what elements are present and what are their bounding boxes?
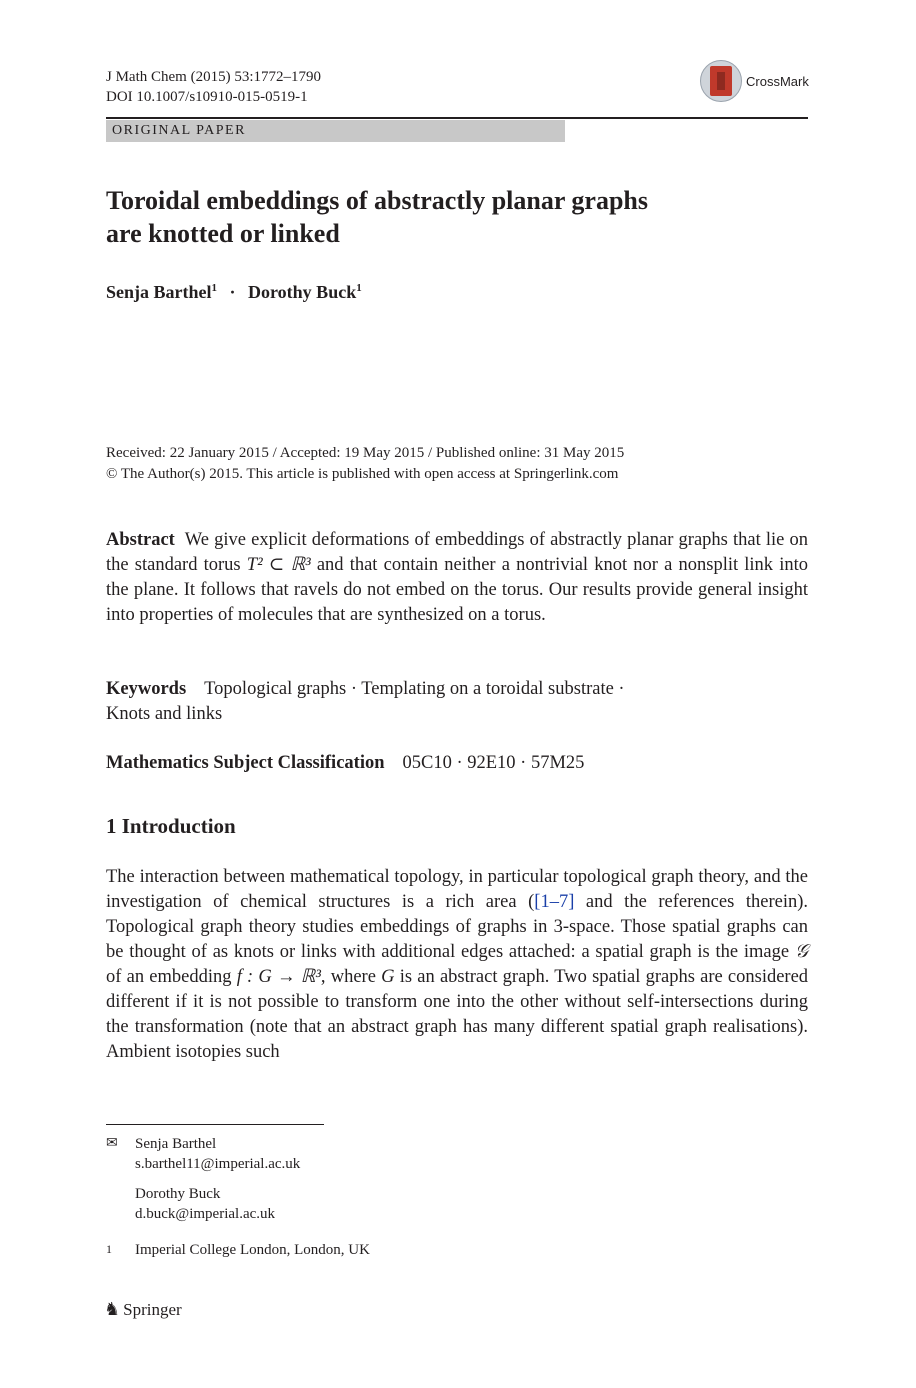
intro-math: 𝒢: [794, 942, 808, 962]
title-line-1: Toroidal embeddings of abstractly planar graphs: [106, 186, 649, 215]
intro-math: f : G → ℝ³: [236, 967, 321, 987]
author-list: [106, 282, 362, 303]
contact-name: Senja Barthel: [135, 1136, 217, 1152]
publication-dates: [106, 443, 624, 485]
publisher-logo: [104, 1299, 182, 1320]
intro-text: of an embedding: [106, 967, 232, 987]
intro-text: and the references therein). Topological graph theory studies embeddings of graphs in 3-space. Those spatial graphs can be thought of as knots or links with additional edges attached: a spatial graph is the image: [106, 892, 809, 962]
author-separator: ·: [229, 282, 236, 302]
intro-paragraph: [106, 865, 808, 1065]
title-line-2: are knotted or linked: [106, 219, 340, 248]
crossmark-icon: [700, 60, 742, 102]
publisher-name: Springer: [123, 1299, 182, 1319]
author-affil-sup: 1: [356, 282, 362, 294]
section-heading: 1 Introduction: [106, 814, 236, 838]
crossmark-label: CrossMark: [746, 73, 809, 89]
doi[interactable]: DOI 10.1007/s10910-015-0519-1: [106, 89, 308, 105]
envelope-icon: ✉: [106, 1136, 118, 1151]
affiliation-number: 1: [106, 1242, 112, 1256]
contact-name: Dorothy Buck: [135, 1186, 221, 1202]
msc-codes: 05C10 · 92E10 · 57M25: [402, 753, 585, 773]
author-name: Dorothy Buck: [248, 282, 357, 302]
received-accepted-line: Received: 22 January 2015 / Accepted: 19 May 2015 / Published online: 31 May 2015: [106, 445, 625, 461]
author-affil-sup: 1: [211, 282, 217, 294]
affiliation: [106, 1242, 370, 1259]
abstract-text: We give explicit deformations of embeddings of abstractly planar graphs that lie on the standard torus: [106, 530, 808, 575]
journal-info: [106, 67, 321, 107]
contact-email[interactable]: d.buck@imperial.ac.uk: [135, 1206, 276, 1222]
keywords-line-2: Knots and links: [106, 704, 223, 724]
abstract-text: and that contain neither a nontrivial knot nor a nonsplit link into the plane. It follows that ravels do not embed on the torus. Our results provide general insight into properties of molecules that are synthesized on a torus.: [106, 555, 808, 625]
abstract-label: Abstract: [106, 530, 175, 550]
abstract-math: T² ⊂ ℝ³: [246, 555, 311, 575]
intro-text: is an abstract graph. Two spatial graphs are considered different if it is not possible to transform one into the other without self-intersections during the transformation (note that an abstract graph has many different spatial graph realisations). Ambient isotopies such: [106, 967, 809, 1062]
msc-classification: [106, 751, 584, 776]
copyright-line: © The Author(s) 2015. This article is published with open access at Springerlink.com: [106, 466, 619, 482]
keywords-line-1: Topological graphs · Templating on a toroidal substrate ·: [204, 679, 625, 699]
keywords: [106, 677, 808, 727]
citation-link[interactable]: [1–7]: [534, 892, 575, 912]
crossmark-badge[interactable]: [700, 60, 809, 102]
abstract: [106, 528, 808, 628]
springer-horse-icon: ♞: [104, 1299, 121, 1319]
contact-email[interactable]: s.barthel11@imperial.ac.uk: [135, 1156, 301, 1172]
msc-label: Mathematics Subject Classification: [106, 753, 385, 773]
intro-math: G: [381, 967, 395, 987]
journal-citation: J Math Chem (2015) 53:1772–1790: [106, 69, 321, 85]
author-name: Senja Barthel: [106, 282, 212, 302]
keywords-label: Keywords: [106, 679, 187, 699]
intro-text: , where: [320, 967, 376, 987]
intro-text: The interaction between mathematical topology, in particular topological graph theory, and the investigation of chemical structures is a rich area (: [106, 867, 808, 912]
corresponding-authors: [106, 1134, 300, 1224]
footnote-rule: [106, 1124, 324, 1125]
header-rule: [106, 117, 808, 119]
affiliation-text: Imperial College London, London, UK: [135, 1242, 370, 1258]
paper-title: [106, 184, 756, 250]
paper-type-banner: ORIGINAL PAPER: [106, 120, 565, 142]
